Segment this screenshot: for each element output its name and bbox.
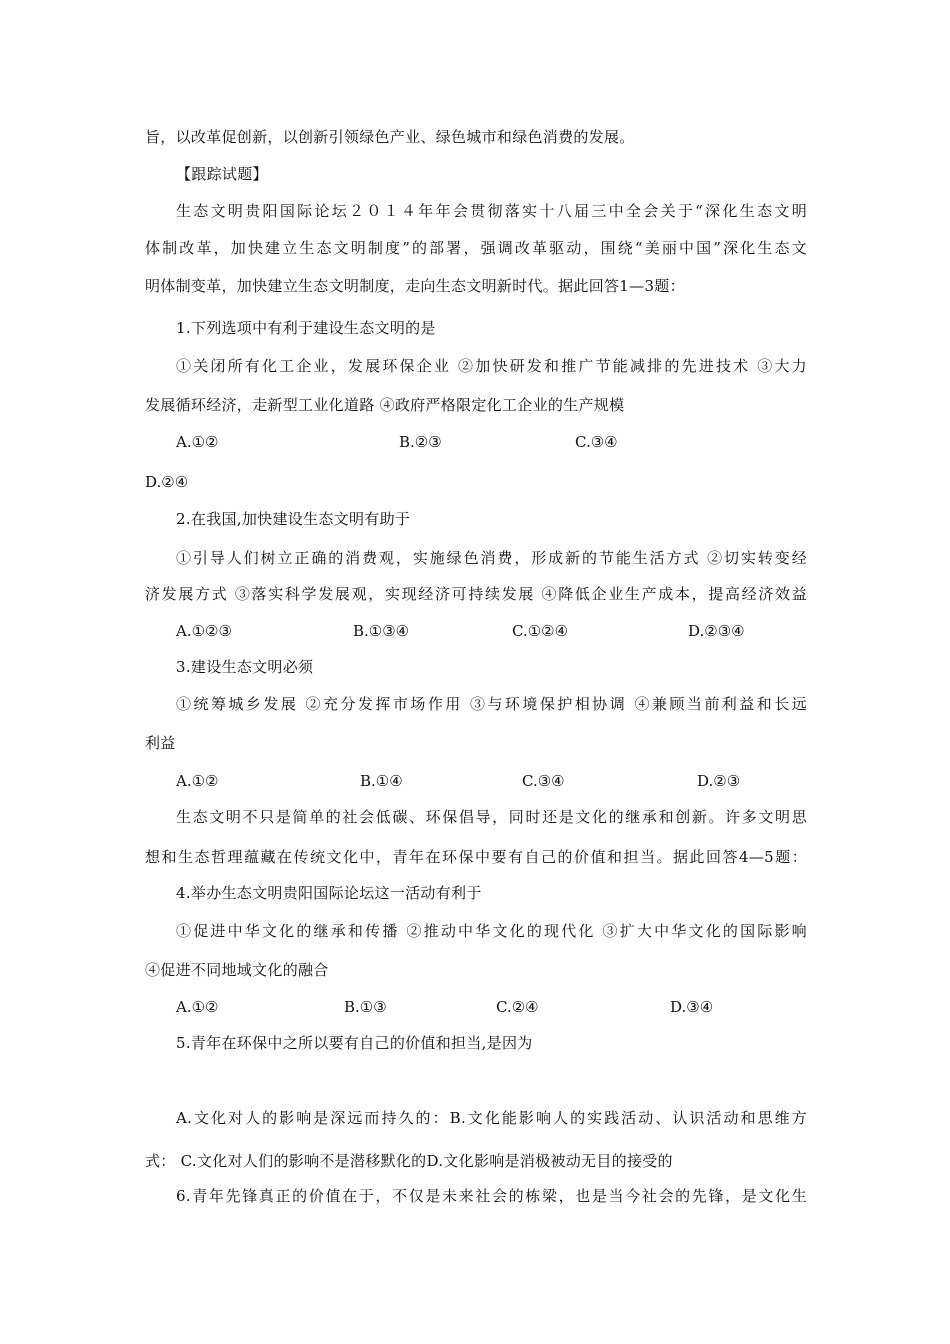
- q3-option-d: D.②③: [697, 772, 741, 790]
- q2-option-d: D.②③④: [688, 622, 745, 640]
- passage1-line1: 生态文明贵阳国际论坛２０１４年年会贯彻落实十八届三中全会关于“深化生态文明: [176, 202, 807, 220]
- q1-items-line1: ①关闭所有化工企业，发展环保企业 ②加快研发和推广节能减排的先进技术 ③大力: [176, 357, 807, 375]
- passage1-line2: 体制改革，加快建立生态文明制度”的部署，强调改革驱动，围绕“美丽中国”深化生态文: [145, 239, 807, 257]
- q2-option-a: A.①②③: [176, 622, 232, 640]
- q6-stem: 6.青年先锋真正的价值在于，不仅是未来社会的栋梁，也是当今社会的先锋，是文化生: [176, 1187, 807, 1205]
- intro-tail-text: 旨，以改革促创新，以创新引领绿色产业、绿色城市和绿色消费的发展。: [145, 128, 635, 146]
- q3-option-a: A.①②: [176, 772, 219, 790]
- q1-stem: 1.下列选项中有利于建设生态文明的是: [176, 319, 436, 337]
- q1-option-d: D.②④: [145, 473, 189, 491]
- q5-stem: 5.青年在环保中之所以要有自己的价值和担当,是因为: [176, 1034, 533, 1052]
- q4-option-a: A.①②: [176, 998, 219, 1016]
- q1-option-c: C.③④: [575, 433, 618, 451]
- passage1-line3: 明体制变革，加快建立生态文明制度，走向生态文明新时代。据此回答1—3题：: [145, 277, 685, 295]
- q1-option-a: A.①②: [176, 433, 219, 451]
- q1-option-b: B.②③: [399, 433, 442, 451]
- q1-items-line2: 发展循环经济，走新型工业化道路 ④政府严格限定化工企业的生产规模: [145, 396, 625, 414]
- q4-stem: 4.举办生态文明贵阳国际论坛这一活动有利于: [176, 884, 482, 902]
- q5-options-line1: A.文化对人的影响是深远而持久的：B.文化能影响人的实践活动、认识活动和思维方: [176, 1109, 807, 1127]
- passage2-line2: 想和生态哲理蕴藏在传统文化中，青年在环保中要有自己的价值和担当。据此回答4—5题：: [145, 848, 807, 866]
- q3-option-b: B.①④: [360, 772, 403, 790]
- q4-option-c: C.②④: [496, 998, 539, 1016]
- q4-items-line1: ①促进中华文化的继承和传播 ②推动中华文化的现代化 ③扩大中华文化的国际影响: [176, 922, 807, 940]
- q2-items-line2: 济发展方式 ③落实科学发展观，实现经济可持续发展 ④降低企业生产成本，提高经济效益: [145, 585, 807, 603]
- q2-items-line1: ①引导人们树立正确的消费观，实施绿色消费，形成新的节能生活方式 ②切实转变经: [176, 549, 807, 567]
- q3-option-c: C.③④: [522, 772, 565, 790]
- q2-option-c: C.①②④: [512, 622, 569, 640]
- q4-option-d: D.③④: [670, 998, 714, 1016]
- q3-stem: 3.建设生态文明必须: [176, 658, 314, 676]
- section-heading: 【跟踪试题】: [176, 165, 268, 183]
- q3-items-line2: 利益: [145, 734, 176, 752]
- q4-items-line2: ④促进不同地域文化的融合: [145, 961, 329, 979]
- passage2-line1: 生态文明不只是简单的社会低碳、环保倡导，同时还是文化的继承和创新。许多文明思: [176, 808, 807, 826]
- q5-options-line2: 式： C.文化对人们的影响不是潜移默化的D.文化影响是消极被动无目的接受的: [145, 1152, 673, 1170]
- q2-option-b: B.①③④: [353, 622, 410, 640]
- q2-stem: 2.在我国,加快建设生态文明有助于: [176, 510, 411, 528]
- q3-items-line1: ①统筹城乡发展 ②充分发挥市场作用 ③与环境保护相协调 ④兼顾当前利益和长远: [176, 695, 807, 713]
- q4-option-b: B.①③: [344, 998, 387, 1016]
